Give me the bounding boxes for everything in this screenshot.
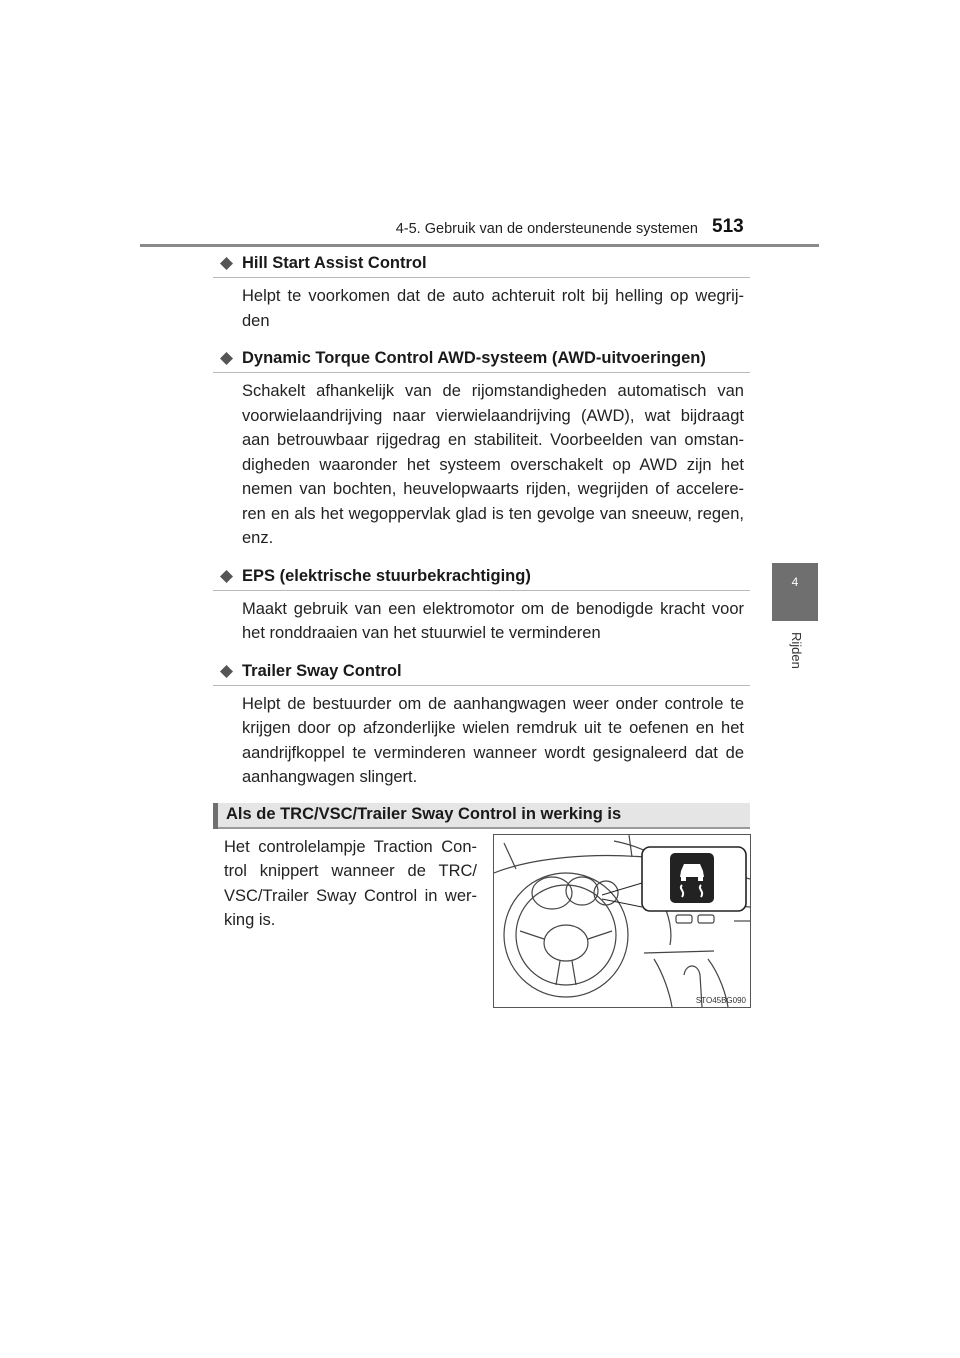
section-body: Helpt te voorkomen dat de auto achteruit rolt bij helling op wegrij- den xyxy=(242,287,744,330)
section-body: Maakt gebruik van een elektromotor om de benodigde kracht voor het ronddraaien van het stuurwiel te verminderen xyxy=(242,599,744,642)
chapter-tab xyxy=(772,563,818,621)
diamond-bullet-icon xyxy=(220,570,233,583)
chapter-label: Rijden xyxy=(789,632,804,669)
section-trailer-sway-control xyxy=(213,658,750,790)
dashboard-illustration xyxy=(493,834,751,1008)
diamond-bullet-icon xyxy=(220,665,233,678)
subsection-banner xyxy=(213,803,750,829)
section-heading: Dynamic Torque Control AWD-systeem (AWD-uitvoeringen) xyxy=(213,345,750,373)
banner-body: Het controlelampje Traction Con- trol knippert wanneer de TRC/ VSC/Trailer Sway Control in wer- king is. xyxy=(224,837,477,929)
section-dynamic-torque-control xyxy=(213,345,750,551)
section-heading: Hill Start Assist Control xyxy=(213,250,750,278)
page-header-title: 4-5. Gebruik van de ondersteunende systemen xyxy=(395,221,698,237)
diamond-bullet-icon xyxy=(220,257,233,270)
section-body: Schakelt afhankelijk van de rijomstandigheden automatisch van voorwielaandrijving naar vierwielaandrijving (AWD), wat bijdraagt aan betrouwbaar rijgedrag en stabiliteit. Voorbeelden van omstan- digheden waaronder het systeem overschakelt op AWD zijn het nemen van bochten, heuvelopwaarts rijden, wegrijden of accelere- ren en als het wegoppervlak glad is ten gevolge van sneeuw, regen, enz. xyxy=(242,382,744,547)
page-number: 513 xyxy=(712,216,744,237)
banner-content xyxy=(213,835,750,1025)
page-content xyxy=(213,250,750,1025)
section-eps xyxy=(213,563,750,646)
section-heading: Trailer Sway Control xyxy=(213,658,750,686)
section-heading: EPS (elektrische stuurbekrachtiging) xyxy=(213,563,750,591)
traction-control-indicator-icon xyxy=(670,853,714,903)
header-rule xyxy=(140,244,819,247)
diamond-bullet-icon xyxy=(220,352,233,365)
dashboard-drawing xyxy=(494,835,750,1007)
section-hill-start-assist xyxy=(213,250,750,333)
chapter-number: 4 xyxy=(791,575,799,589)
banner-accent-bar xyxy=(213,803,218,829)
section-body: Helpt de bestuurder om de aanhangwagen weer onder controle te krijgen door op afzonderlijke wielen remdruk uit te oefenen en het aandrijfkoppel te verminderen wanneer wordt gesignaleerd dat de aanhangwagen slingert. xyxy=(242,694,744,786)
banner-title: Als de TRC/VSC/Trailer Sway Control in werking is xyxy=(226,804,622,823)
figure-code: STO45BG090 xyxy=(695,995,746,1005)
